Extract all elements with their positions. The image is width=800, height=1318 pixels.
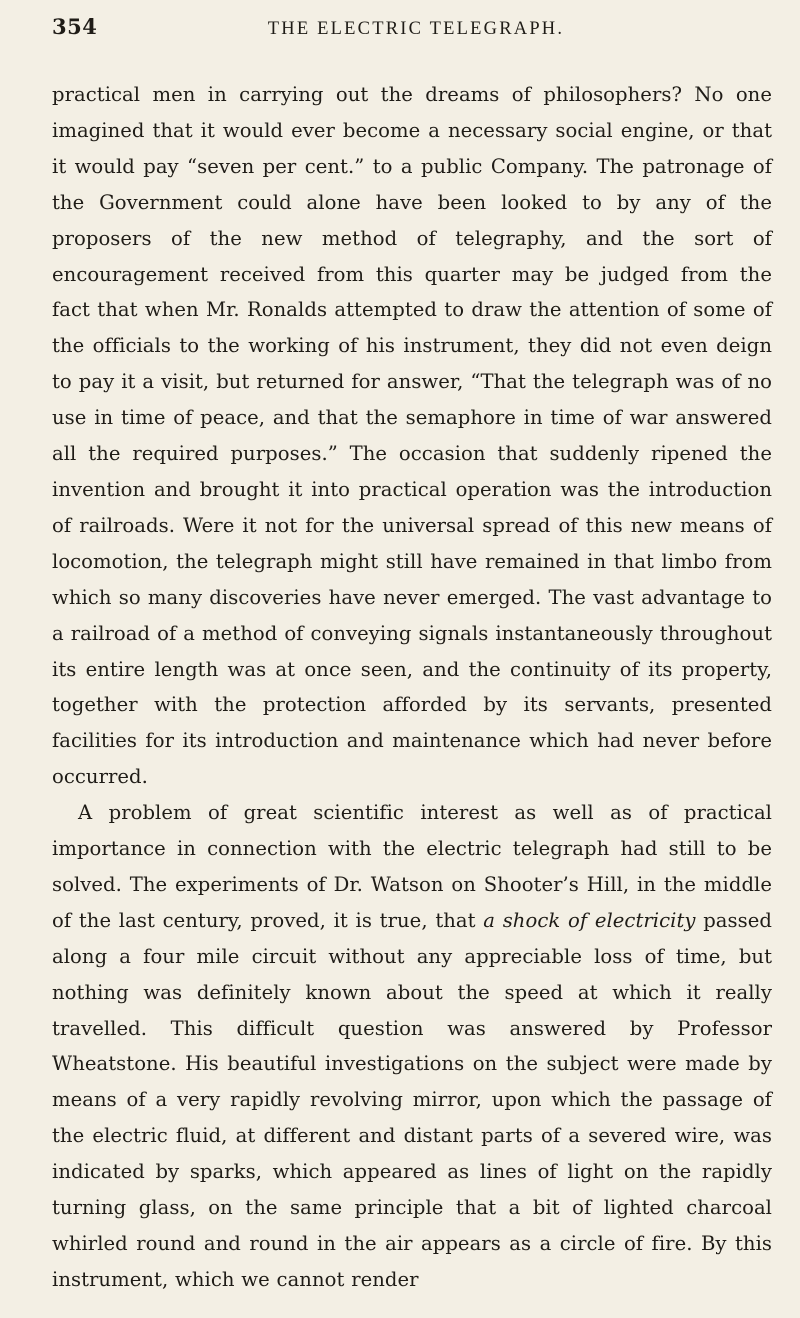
page-number: 354 bbox=[52, 14, 98, 39]
paragraph-continued bbox=[52, 77, 772, 795]
running-head bbox=[52, 14, 770, 50]
body-text bbox=[52, 77, 772, 1298]
paragraph-text: passed along a four mile circuit without any appreciable loss of time, but nothing was definitely known about the speed at which it really travelled. This difficult question was answered by Professor Wheatstone. His beautiful investigations on the subject were made by means of a very rapidly revolving mirror, upon which the passage of the electric fluid, at different and distant parts of a severed wire, was indicated by sparks, which appeared as lines of light on the rapidly turning glass, on the same principle that a bit of lighted charcoal whirled round and round in the air appears as a circle of fire. By this instrument, which we cannot render bbox=[52, 908, 772, 1291]
paragraph-wheatstone bbox=[52, 795, 772, 1298]
running-title: THE ELECTRIC TELEGRAPH. bbox=[267, 19, 565, 39]
paragraph-text: practical men in carrying out the dreams of philosophers? No one imagined that it would ever become a necessary social engine, or that it would pay “seven per cent.” to a public Company. The patronage of the Government could alone have been looked to by any of the proposers of the new method of telegraphy, and the sort of encouragement received from this quarter may be judged from the fact that when Mr. Ronalds attempted to draw the attention of some of the officials to the working of his instrument, they did not even deign to pay it a visit, but returned for answer, “That the telegraph was of no use in time of peace, and that the semaphore in time of war answered all the required purposes.” The occasion that suddenly ripened the invention and brought it into practical operation was the introduction of railroads. Were it not for the universal spread of this new means of locomotion, the telegraph might still have remained in that limbo from which so many discoveries have never emerged. The vast advantage to a railroad of a method of conveying signals instantaneously throughout its entire length was at once seen, and the continuity of its property, together with the protection afforded by its servants, presented facilities for its introduction and maintenance which had never before occurred. bbox=[52, 83, 772, 789]
paragraph-text: A problem of great scientific interest as well as of practical importance in connection with the electric telegraph had still to be solved. The experiments of Dr. Watson on Shooter’s Hill, in the middle of the last century, proved, it is true, that bbox=[52, 801, 772, 932]
italic-phrase: a shock of electricity bbox=[483, 908, 696, 932]
